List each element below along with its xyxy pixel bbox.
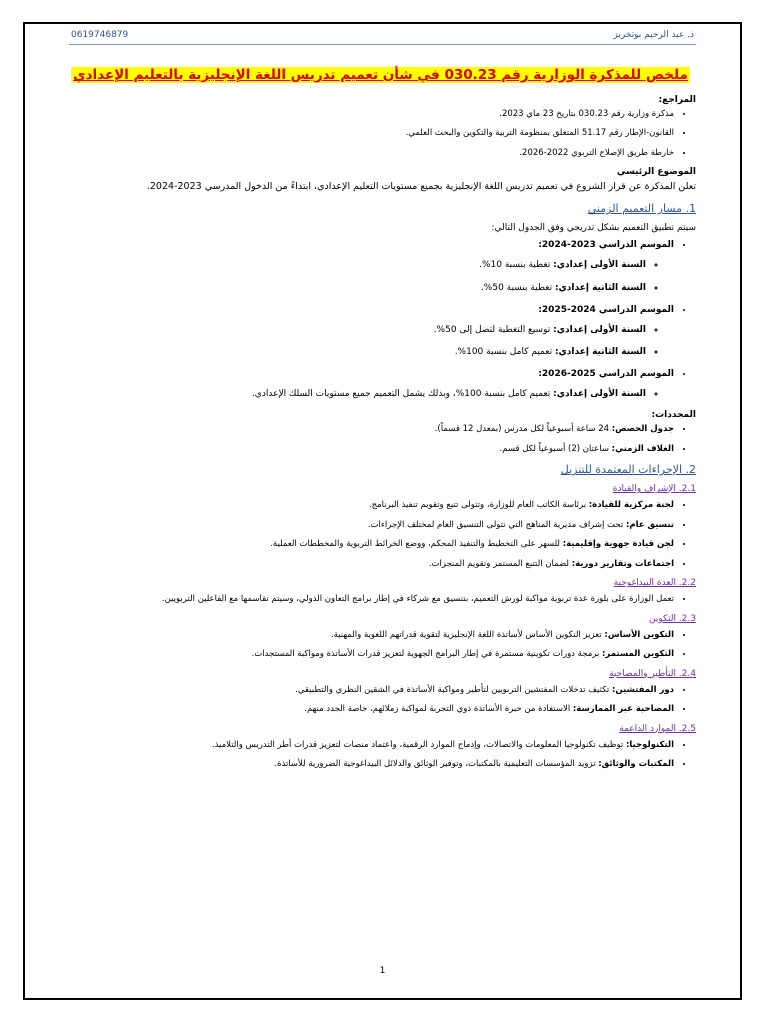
reference-item: • خارطة طريق الإصلاح التربوي 2022-2026.: [65, 148, 674, 159]
reference-item: • القانون-الإطار رقم 51.17 المتعلق بمنظومة التربية والتكوين والبحث العلمي.: [65, 128, 674, 139]
constraint-item: • الغلاف الزمني: ساعتان (2) أسبوعياً لكل قسم.: [65, 444, 674, 455]
list-item: • لجنة مركزية للقيادة: برئاسة الكاتب العام للوزارة، وتتولى تتبع وتقويم تنفيذ البرنامج.: [65, 500, 674, 511]
level-item: ◦ السنة الثانية إعدادي: تعميم كامل بنسبة 100%.: [65, 346, 646, 358]
subsection-2-3-heading: 2.3. التكوين: [649, 613, 696, 624]
list-item: • دور المفتشين: تكثيف تدخلات المفتشين التربويين لتأطير ومواكبة الأساتذة في الشقين النظري والتطبيقي.: [65, 685, 674, 696]
section-1-heading: 1. مسار التعميم الزمني: [587, 202, 696, 216]
list-item: • اجتماعات وتقارير دورية: لضمان التتبع المستمر وتقويم المنجزات.: [65, 559, 674, 570]
season-item: [65, 239, 674, 293]
header-author: ذ. عبد الرحيم بوتخريز: [613, 30, 694, 40]
header-phone: 0619746879: [71, 30, 129, 40]
level-item: ◦ السنة الثانية إعدادي: تغطية بنسبة 50%.: [65, 282, 646, 294]
level-item: ◦ السنة الأولى إعدادي: تغطية بنسبة 10%.: [65, 259, 646, 271]
subsection-2-1-list: [65, 500, 696, 570]
document-title: ملخص للمذكرة الوزارية رقم 030.23 في شأن تعميم تدريس اللغة الإنجليزية بالتعليم الإعدادي: [73, 67, 688, 83]
list-item: • التكنولوجيا: توظيف تكنولوجيا المعلومات والاتصالات، وإدماج الموارد الرقمية، واعتماد منصات لتعزيز قدرات أطر التدريس والتلاميذ.: [65, 740, 674, 751]
section-2-heading: 2. الإجراءات المعتمدة للتنزيل: [560, 463, 696, 477]
document-body: [65, 60, 696, 778]
subsection-2-4-list: [65, 685, 696, 716]
page-number: 1: [379, 966, 386, 976]
season-title: • الموسم الدراسي 2025-2026:: [538, 369, 674, 380]
subsection-2-5-list: [65, 740, 696, 771]
subsection-2-5-heading: 2.5. الموارد الداعمة: [619, 723, 696, 734]
constraints-list: [65, 424, 696, 455]
season-title: • الموسم الدراسي 2023-2024:: [538, 240, 674, 251]
main-topic-text: تعلن المذكرة عن قرار الشروع في تعميم تدريس اللغة الإنجليزية بجميع مستويات التعليم الإعدادي، ابتداءً من الدخول المدرسي 2023-2024.: [146, 181, 696, 193]
subsection-2-2-heading: 2.2. العدة البيداغوجية: [613, 578, 696, 589]
list-item: • تنسيق عام: تحت إشراف مديرية المناهج التي تتولى التنسيق العام لمختلف الإجراءات.: [65, 520, 674, 531]
subsection-2-1-heading: 2.1. الإشراف والقيادة: [612, 484, 696, 495]
season-levels: [65, 388, 674, 400]
level-item: ◦ السنة الأولى إعدادي: تعميم كامل بنسبة 100%، وبذلك يشمل التعميم جميع مستويات السلك الإعدادي.: [65, 388, 646, 400]
references-label: المراجع:: [658, 95, 696, 105]
seasons-list: [65, 239, 696, 400]
reference-item: • مذكرة وزارية رقم 030.23 بتاريخ 23 ماي 2023.: [65, 109, 674, 120]
constraint-item: • جدول الحصص: 24 ساعة أسبوعياً لكل مدرس (بمعدل 12 قسماً).: [65, 424, 674, 435]
level-item: ◦ السنة الأولى إعدادي: توسيع التغطية لتصل إلى 50%.: [65, 324, 646, 336]
season-levels: [65, 324, 674, 358]
list-item: • التكوين الأساس: تعزيز التكوين الأساس لأساتذة اللغة الإنجليزية لتقوية قدراتهم اللغوية والمهنية.: [65, 630, 674, 641]
season-levels: [65, 259, 674, 293]
list-item: • تعمل الوزارة على بلورة عدة تربوية مواكبة لورش التعميم، بتنسيق مع شركاء في إطار برامج التعاون الدولي، وسيتم تقاسمها مع الفاعلين التربويين.: [65, 594, 674, 605]
list-item: • المكتبات والوثائق: تزويد المؤسسات التعليمية بالمكتبات، وتوفير الوثائق والدلائل البيداغوجية الضرورية للأساتذة.: [65, 759, 674, 770]
list-item: • التكوين المستمر: برمجة دورات تكوينية مستمرة في إطار البرامج الجهوية لتعزيز قدرات الأساتذة ومواكبة المستجدات.: [65, 649, 674, 660]
references-list: [65, 109, 696, 159]
season-item: [65, 368, 674, 400]
header-divider: [69, 44, 696, 45]
subsection-2-2-list: [65, 594, 696, 605]
subsection-2-3-list: [65, 630, 696, 661]
document-page: [23, 22, 742, 1000]
section-1-intro: سيتم تطبيق التعميم بشكل تدريجي وفق الجدول التالي:: [491, 223, 696, 234]
main-topic-label: الموضوع الرئيسي: [616, 167, 696, 178]
season-title: • الموسم الدراسي 2024-2025:: [538, 304, 674, 315]
constraints-label: المحددات:: [651, 410, 696, 421]
season-item: [65, 304, 674, 358]
list-item: • المصاحبة عبر الممارسة: الاستفادة من خبرة الأساتذة ذوي التجربة لمواكبة زملائهم، خاصة الجدد منهم.: [65, 704, 674, 715]
list-item: • لجن قيادة جهوية وإقليمية: للسهر على التخطيط والتنفيذ المحكم، ووضع الخرائط التربوية والمخططات العملية.: [65, 539, 674, 550]
subsection-2-4-heading: 2.4. التأطير والمصاحبة: [609, 668, 696, 679]
